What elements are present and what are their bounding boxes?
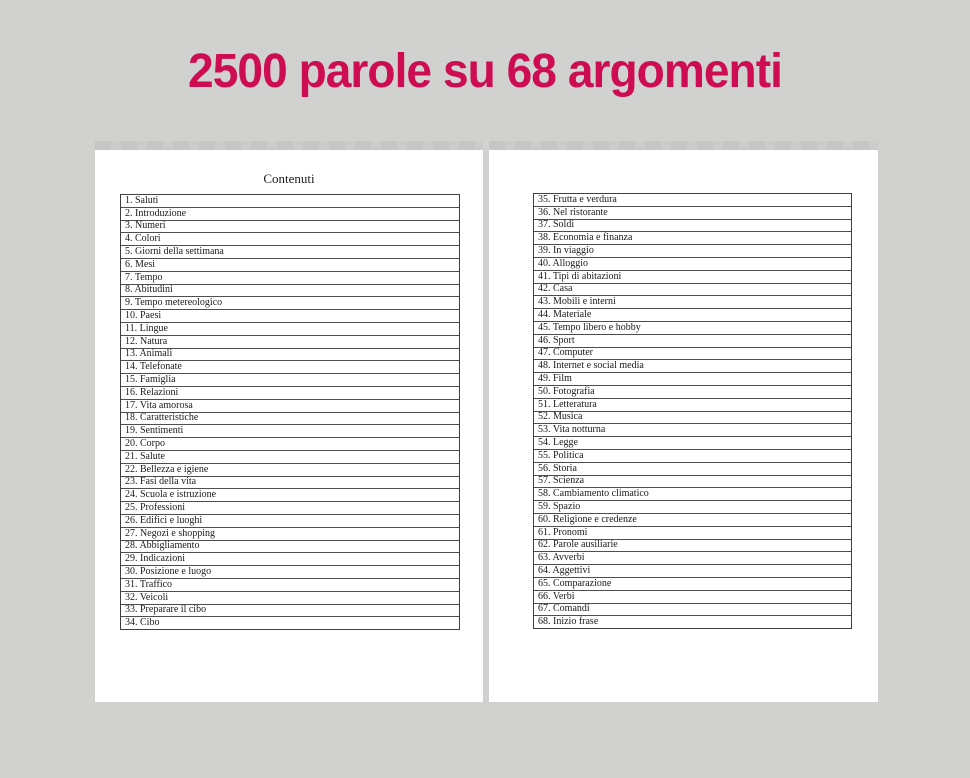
toc-row: 57. Scienza	[534, 476, 851, 489]
toc-row: 36. Nel ristorante	[534, 207, 851, 220]
toc-row: 32. Veicoli	[121, 592, 459, 605]
toc-row: 16. Relazioni	[121, 387, 459, 400]
toc-row: 38. Economia e finanza	[534, 232, 851, 245]
toc-row: 17. Vita amorosa	[121, 400, 459, 413]
toc-row: 51. Letteratura	[534, 399, 851, 412]
toc-row: 46. Sport	[534, 335, 851, 348]
toc-row: 65. Comparazione	[534, 578, 851, 591]
toc-row: 53. Vita notturna	[534, 424, 851, 437]
contents-table-right	[533, 193, 852, 629]
toc-row: 60. Religione e credenze	[534, 514, 851, 527]
toc-row: 10. Paesi	[121, 310, 459, 323]
toc-row: 8. Abitudini	[121, 285, 459, 298]
toc-row: 14. Telefonate	[121, 361, 459, 374]
toc-row: 15. Famiglia	[121, 374, 459, 387]
toc-row: 31. Traffico	[121, 579, 459, 592]
toc-row: 25. Professioni	[121, 502, 459, 515]
toc-row: 48. Internet e social media	[534, 360, 851, 373]
left-page-edge-shadow	[95, 141, 483, 150]
toc-row: 45. Tempo libero e hobby	[534, 322, 851, 335]
toc-row: 11. Lingue	[121, 323, 459, 336]
toc-row: 40. Alloggio	[534, 258, 851, 271]
toc-row: 55. Politica	[534, 450, 851, 463]
toc-row: 63. Avverbi	[534, 552, 851, 565]
toc-row: 49. Film	[534, 373, 851, 386]
toc-row: 64. Aggettivi	[534, 565, 851, 578]
right-page-edge-shadow	[489, 141, 878, 150]
toc-row: 62. Parole ausiliarie	[534, 540, 851, 553]
toc-row: 13. Animali	[121, 349, 459, 362]
toc-row: 22. Bellezza e igiene	[121, 464, 459, 477]
toc-row: 6. Mesi	[121, 259, 459, 272]
toc-row: 30. Posizione e luogo	[121, 566, 459, 579]
toc-row: 66. Verbi	[534, 591, 851, 604]
toc-row: 18. Caratteristiche	[121, 413, 459, 426]
toc-row: 43. Mobili e interni	[534, 296, 851, 309]
toc-row: 39. In viaggio	[534, 245, 851, 258]
toc-row: 54. Legge	[534, 437, 851, 450]
toc-row: 20. Corpo	[121, 438, 459, 451]
toc-row: 29. Indicazioni	[121, 553, 459, 566]
toc-row: 4. Colori	[121, 233, 459, 246]
toc-row: 34. Cibo	[125, 617, 160, 629]
toc-row: 59. Spazio	[534, 501, 851, 514]
toc-row: 42. Casa	[534, 284, 851, 297]
toc-row: 52. Musica	[534, 412, 851, 425]
toc-row: 3. Numeri	[121, 221, 459, 234]
toc-row: 12. Natura	[121, 336, 459, 349]
toc-row: 21. Salute	[121, 451, 459, 464]
toc-row: 47. Computer	[534, 348, 851, 361]
toc-row: 68. Inizio frase	[538, 616, 599, 628]
toc-row: 44. Materiale	[534, 309, 851, 322]
toc-row: 19. Sentimenti	[121, 425, 459, 438]
toc-row: 24. Scuola e istruzione	[121, 489, 459, 502]
toc-row: 67. Comandi	[534, 604, 851, 617]
contents-table-left	[120, 194, 460, 630]
toc-row: 56. Storia	[534, 463, 851, 476]
toc-row: 5. Giorni della settimana	[121, 246, 459, 259]
toc-row: 28. Abbigliamento	[121, 541, 459, 554]
toc-row: 1. Saluti	[121, 195, 459, 208]
toc-row: 26. Edifici e luoghi	[121, 515, 459, 528]
book-page-right	[489, 150, 878, 702]
toc-row: 50. Fotografia	[534, 386, 851, 399]
toc-row: 35. Frutta e verdura	[534, 194, 851, 207]
toc-row: 58. Cambiamento climatico	[534, 488, 851, 501]
toc-row: 2. Introduzione	[121, 208, 459, 221]
toc-row: 33. Preparare il cibo	[121, 605, 459, 618]
toc-row: 37. Soldi	[534, 220, 851, 233]
book-page-left	[95, 150, 483, 702]
page-title: 2500 parole su 68 argomenti	[188, 45, 782, 98]
contents-heading: Contenuti	[263, 171, 315, 186]
toc-row: 7. Tempo	[121, 272, 459, 285]
toc-row: 23. Fasi della vita	[121, 477, 459, 490]
toc-row: 27. Negozi e shopping	[121, 528, 459, 541]
toc-row: 9. Tempo metereologico	[121, 297, 459, 310]
toc-row: 41. Tipi di abitazioni	[534, 271, 851, 284]
toc-row: 61. Pronomi	[534, 527, 851, 540]
